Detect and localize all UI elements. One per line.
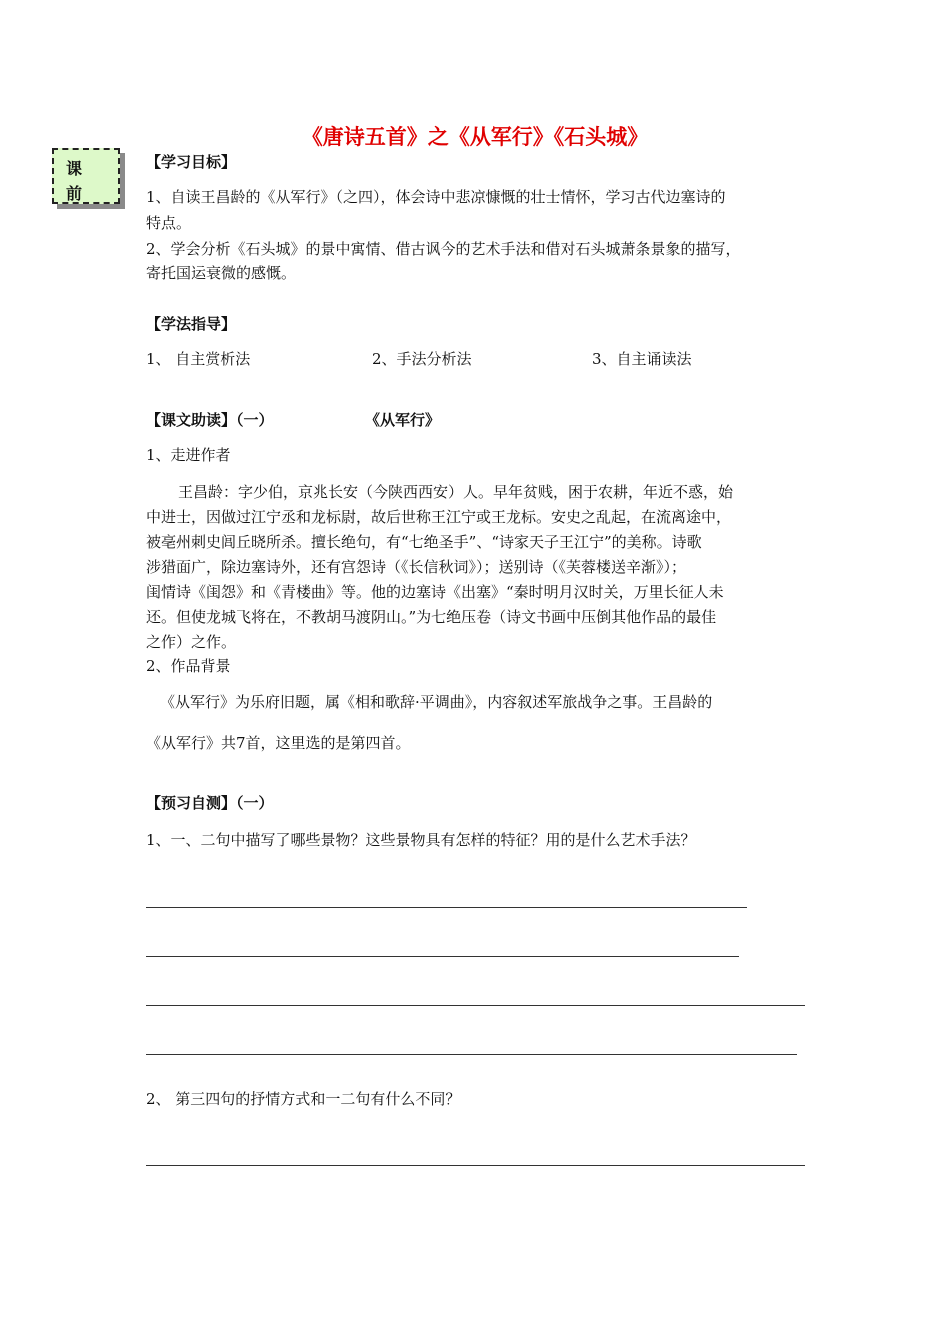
goal-2-line-2: 寄托国运衰微的感慨。 xyxy=(146,264,297,282)
method-item-1: 1、 自主赏析法 xyxy=(146,350,251,368)
question-2: 2、 第三四句的抒情方式和一二句有什么不同？ xyxy=(146,1090,461,1108)
answer-line[interactable] xyxy=(146,956,739,957)
goal-1-line-2: 特点。 xyxy=(146,214,192,232)
background-text-line-2: 《从军行》共7首，这里选的是第四首。 xyxy=(146,734,411,752)
goals-heading: 【学习目标】 xyxy=(146,153,237,171)
author-text-line-5: 闺情诗《闺怨》和《青楼曲》等。他的边塞诗《出塞》“秦时明月汉时关，万里长征人未 xyxy=(146,583,724,601)
methods-heading: 【学法指导】 xyxy=(146,315,237,333)
badge-char-1: 课 xyxy=(66,159,83,178)
answer-line[interactable] xyxy=(146,907,747,908)
author-text-line-4: 涉猎面广，除边塞诗外，还有宫怨诗（《长信秋词》）；送别诗（《芙蓉楼送辛渐》）； xyxy=(146,558,687,576)
reading-heading: 【课文助读】（一） xyxy=(146,411,274,429)
goal-2-line-1: 2、学会分析《石头城》的景中寓情、借古讽今的艺术手法和借对石头城萧条景象的描写， xyxy=(146,240,741,258)
author-text-line-7: 之作）之作。 xyxy=(146,633,237,651)
pretest-heading: 【预习自测】（一） xyxy=(146,794,274,812)
author-text-line-3: 被亳州刺史闾丘晓所杀。擅长绝句，有“七绝圣手”、“诗家天子王江宁”的美称。诗歌 xyxy=(146,533,702,551)
author-text-line-6: 还。但使龙城飞将在，不教胡马渡阴山。”为七绝压卷（诗文书画中压倒其他作品的最佳 xyxy=(146,608,717,626)
background-subheading: 2、作品背景 xyxy=(146,657,231,675)
background-text-line-1: 《从军行》为乐府旧题，属《相和歌辞·平调曲》，内容叙述军旅战争之事。王昌龄的 xyxy=(160,693,713,711)
page-title: 《唐诗五首》之《从军行》《石头城》 xyxy=(301,125,649,149)
method-item-2: 2、手法分析法 xyxy=(372,350,472,368)
method-item-3: 3、自主诵读法 xyxy=(592,350,692,368)
answer-line[interactable] xyxy=(146,1165,805,1166)
author-text-line-1: 王昌龄：字少伯，京兆长安（今陕西西安）人。早年贫贱，困于农耕，年近不惑，始 xyxy=(178,483,734,501)
author-text-line-2: 中进士，因做过江宁丞和龙标尉，故后世称王江宁或王龙标。安史之乱起，在流离途中， xyxy=(146,508,732,526)
section-badge xyxy=(52,148,120,204)
answer-line[interactable] xyxy=(146,1054,797,1055)
question-1: 1、一、二句中描写了哪些景物？这些景物具有怎样的特征？用的是什么艺术手法？ xyxy=(146,831,696,849)
author-subheading: 1、走进作者 xyxy=(146,446,231,464)
answer-line[interactable] xyxy=(146,1005,805,1006)
reading-poem-title: 《从军行》 xyxy=(365,411,441,429)
badge-char-2: 前 xyxy=(66,184,83,203)
goal-1-line-1: 1、自读王昌龄的《从军行》（之四），体会诗中悲凉慷慨的壮士情怀，学习古代边塞诗的 xyxy=(146,188,726,206)
